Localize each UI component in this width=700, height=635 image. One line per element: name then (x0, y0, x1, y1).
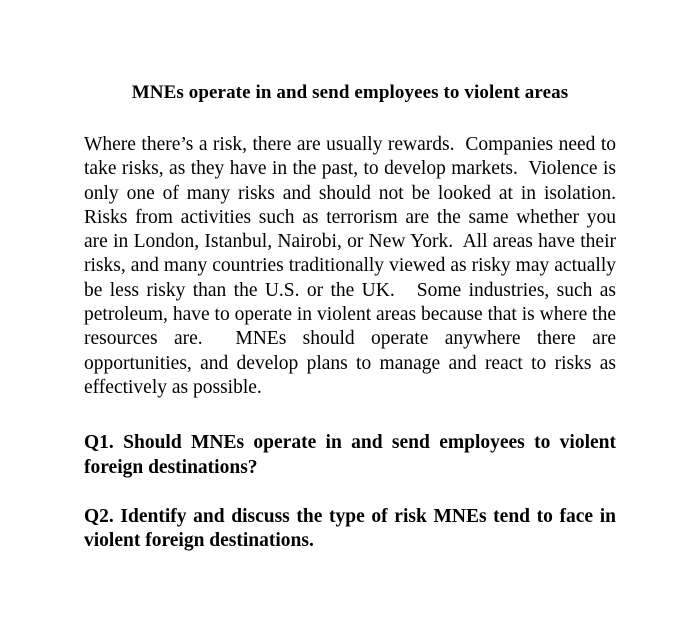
document-title: MNEs operate in and send employees to violent areas (131, 82, 569, 103)
question-2: Q2. Identify and discuss the type of risk MNEs tend to face in violent foreign destinations. (84, 505, 616, 552)
question-1: Q1. Should MNEs operate in and send employees to violent foreign destinations? (84, 432, 616, 478)
body-paragraph: Where there’s a risk, there are usually rewards. Companies need to take risks, as they have in the past, to develop markets. Violence is only one of many risks and should not be looked at in isolation. Risks from activities such as terrorism are the same whether you are in London, Istanbul, Nairobi, or New York. All areas have their risks, and many countries traditionally viewed as risky may actually be less risky than the U.S. or the UK. Some industries, such as petroleum, have to operate in violent areas because that is where the resources are. MNEs should operate anywhere there are opportunities, and develop plans to manage and react to risks as effectively as possible. (84, 134, 631, 398)
document-page (84, 80, 631, 553)
